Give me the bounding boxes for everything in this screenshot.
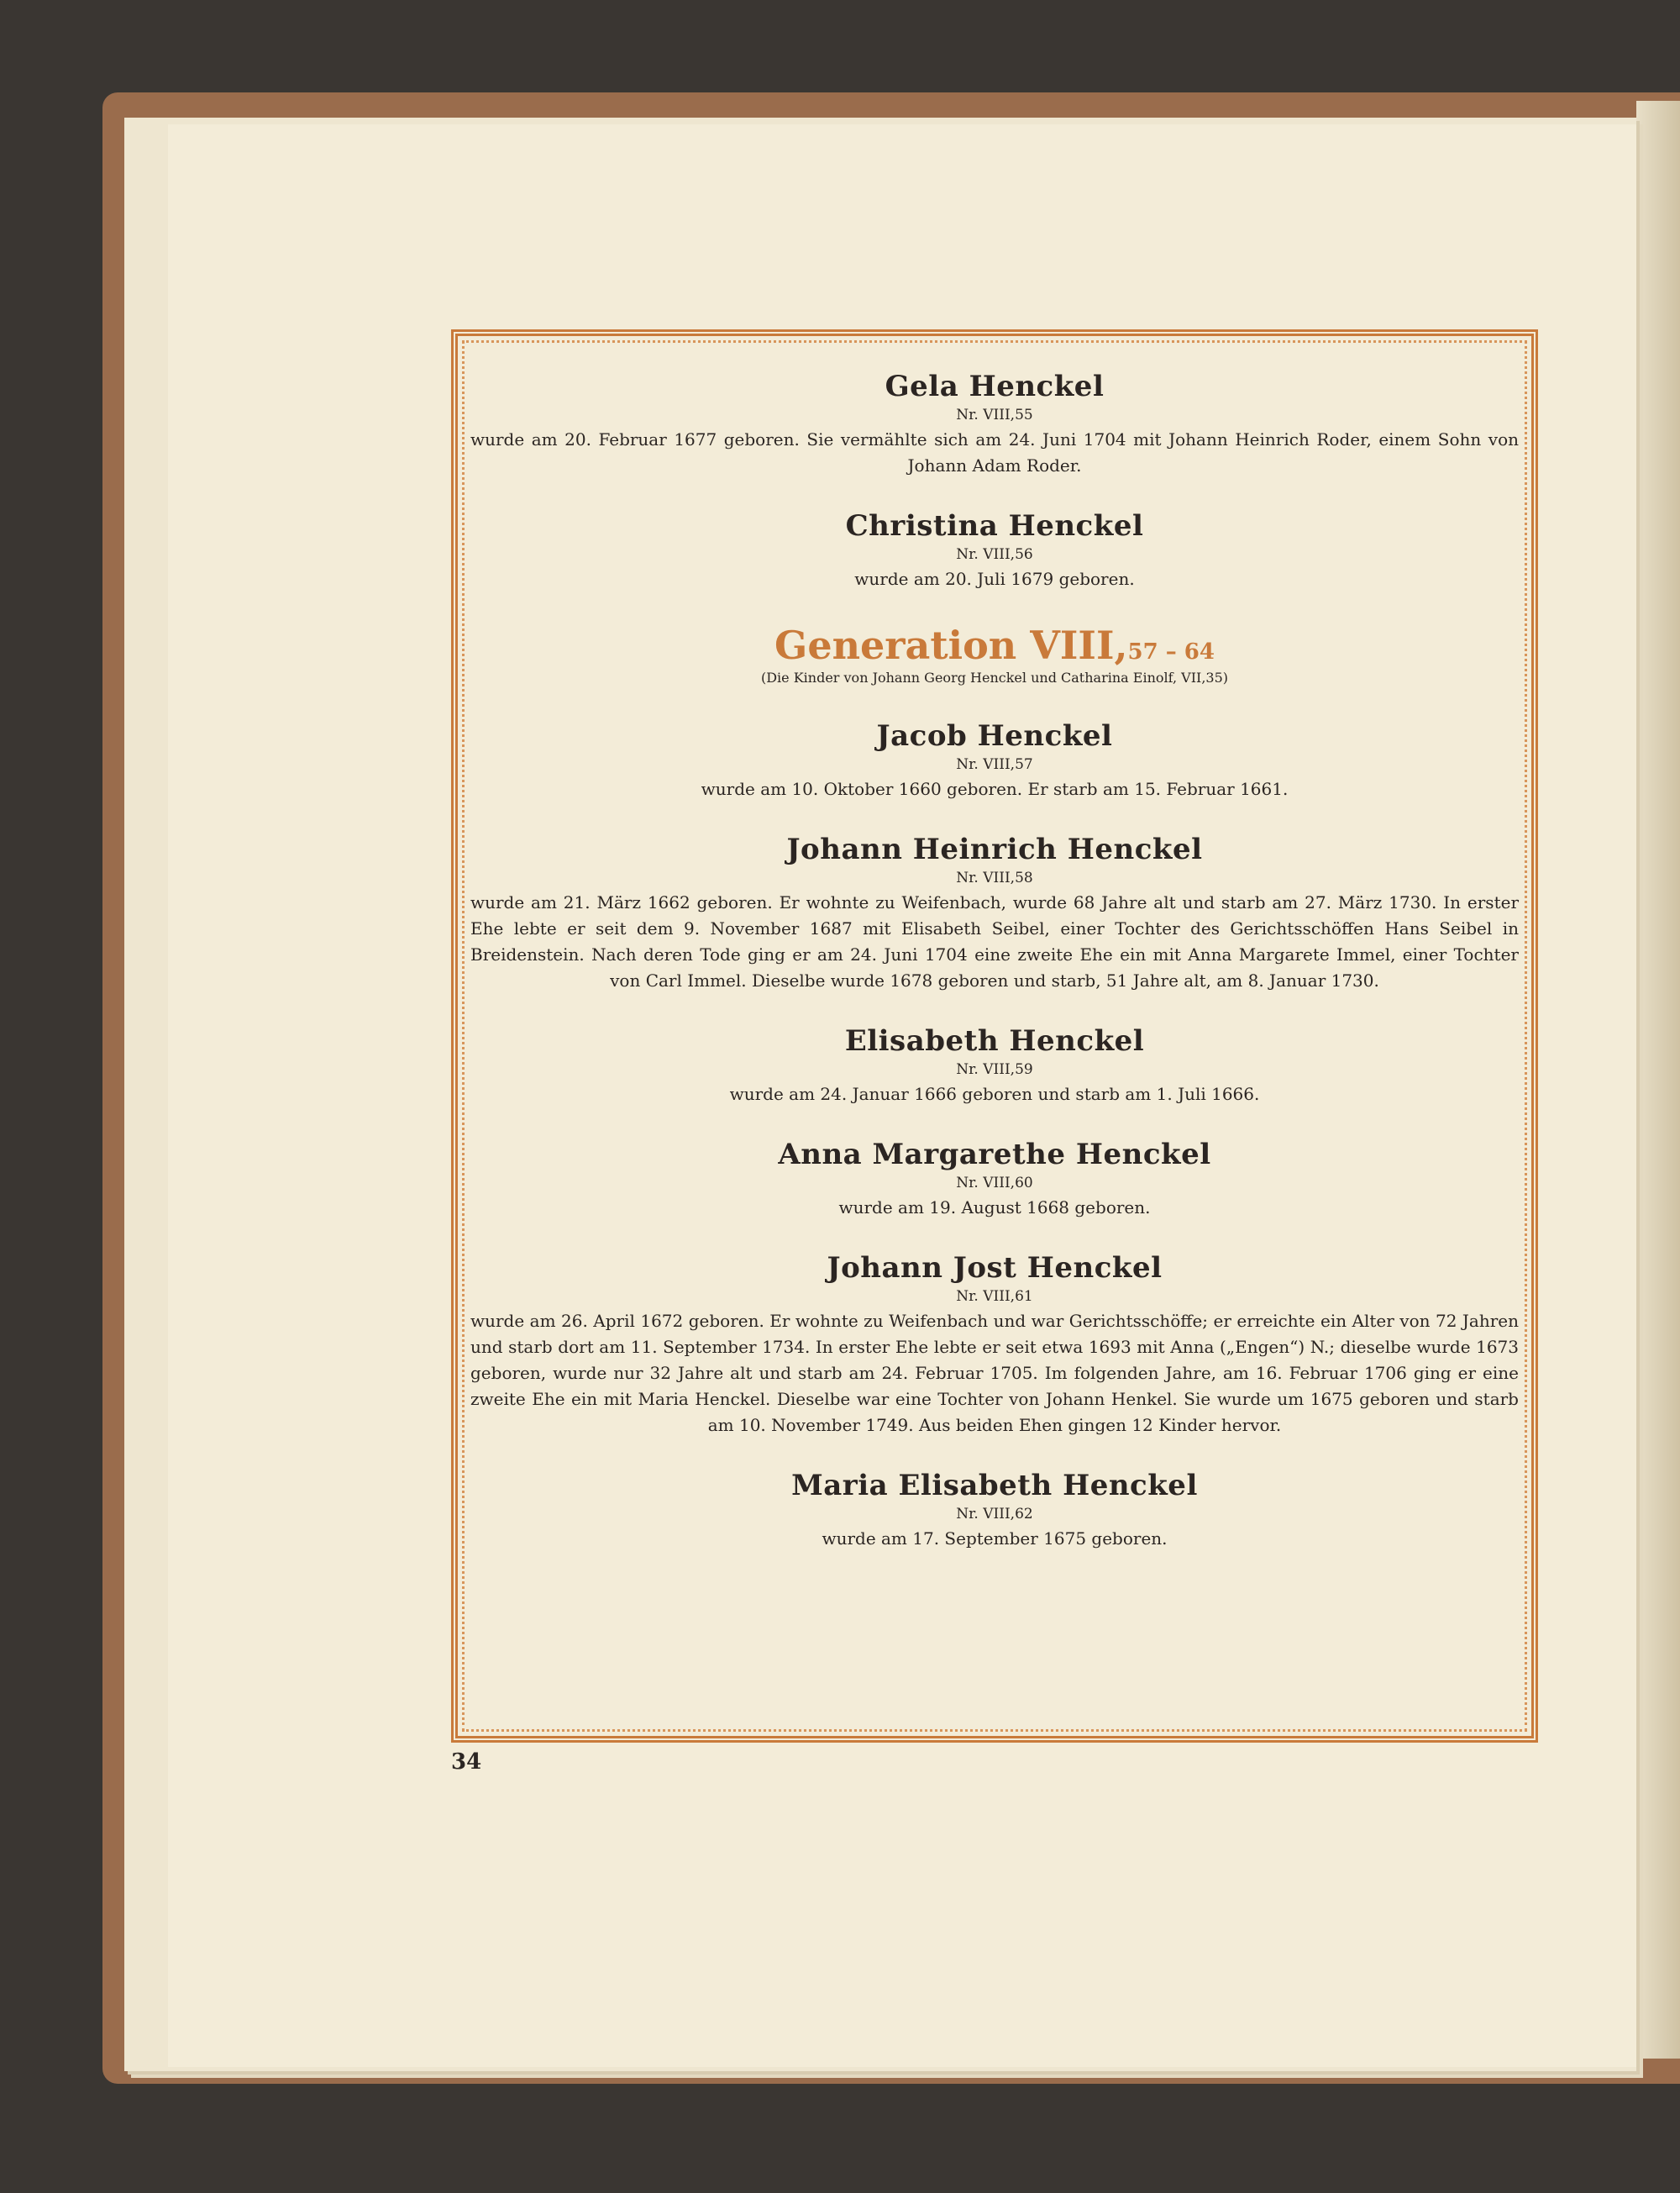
entry-text: wurde am 20. Februar 1677 geboren. Sie vermählte sich am 24. Juni 1704 mit Johann Heinrich Roder, einem Sohn von Johann Adam Roder.: [470, 429, 1519, 476]
entry-number: Nr. VIII,58: [956, 870, 1033, 886]
entry-johann-heinrich: [470, 833, 1519, 994]
generation-heading: [470, 623, 1519, 668]
entry-text: wurde am 21. März 1662 geboren. Er wohnte zu Weifenbach, wurde 68 Jahre alt und starb am 27. März 1730. In erster Ehe lebte er seit dem 9. November 1687 mit Elisabeth Seibel, einer Tochter des Gerichtsschöffen Hans Seibel in Breidenstein. Nach deren Tode ging er am 24. Juni 1704 eine zweite Ehe ein mit Anna Margarete Immel, einer Tochter von Carl Immel. Dieselbe wurde 1678 geboren und starb, 51 Jahre alt, am 8. Januar 1730.: [470, 892, 1519, 991]
generation-note: (Die Kinder von Johann Georg Henckel und Catharina Einolf, VII,35): [760, 670, 1229, 686]
entry-text: wurde am 17. September 1675 geboren.: [822, 1528, 1168, 1549]
entry-johann-jost: [470, 1251, 1519, 1438]
entry-number: Nr. VIII,60: [956, 1175, 1033, 1191]
entry-text: wurde am 10. Oktober 1660 geboren. Er starb am 15. Februar 1661.: [701, 779, 1289, 799]
page-number: 34: [451, 1749, 482, 1775]
entry-text: wurde am 24. Januar 1666 geboren und starb am 1. Juli 1666.: [729, 1084, 1260, 1104]
entry-number: Nr. VIII,57: [956, 756, 1033, 773]
entry-maria-elisabeth: [470, 1469, 1519, 1552]
generation-range: 57 – 64: [1127, 639, 1215, 665]
entry-number: Nr. VIII,61: [956, 1288, 1033, 1305]
facing-page-edge: [1636, 101, 1680, 2059]
entry-anna-margarethe: [470, 1138, 1519, 1221]
entry-name: Anna Margarethe Henckel: [778, 1138, 1211, 1171]
entry-name: Johann Jost Henckel: [827, 1251, 1163, 1285]
entry-text: wurde am 26. April 1672 geboren. Er wohnte zu Weifenbach und war Gerichtsschöffe; er erreichte ein Alter von 72 Jahren und starb dort am 11. September 1734. In erster Ehe lebte er seit etwa 1693 mit Anna („Engen“) N.; dieselbe wurde 1673 geboren, wurde nur 32 Jahre alt und starb am 24. Februar 1705. Im folgenden Jahre, am 16. Februar 1706 ging er eine zweite Ehe ein mit Maria Henckel. Dieselbe war eine Tochter von Johann Henkel. Sie wurde um 1675 geboren und starb am 10. November 1749. Aus beiden Ehen gingen 12 Kinder hervor.: [470, 1311, 1519, 1435]
entry-text: wurde am 19. August 1668 geboren.: [838, 1197, 1151, 1217]
entry-name: Christina Henckel: [845, 509, 1144, 543]
entry-number: Nr. VIII,55: [956, 407, 1033, 423]
entry-name: Maria Elisabeth Henckel: [791, 1469, 1198, 1502]
entry-jacob: [470, 719, 1519, 802]
entry-name: Johann Heinrich Henckel: [786, 833, 1203, 866]
page-content: [470, 370, 1519, 1582]
entry-name: Elisabeth Henckel: [844, 1024, 1145, 1058]
entry-name: Gela Henckel: [885, 370, 1105, 403]
entry-number: Nr. VIII,56: [956, 546, 1033, 563]
entry-christina: [470, 509, 1519, 592]
entry-text: wurde am 20. Juli 1679 geboren.: [854, 569, 1135, 589]
entry-gela: [470, 370, 1519, 479]
entry-number: Nr. VIII,59: [956, 1061, 1033, 1078]
generation-title: Generation VIII,: [774, 623, 1128, 668]
entry-number: Nr. VIII,62: [956, 1506, 1033, 1522]
entry-name: Jacob Henckel: [876, 719, 1113, 753]
entry-elisabeth: [470, 1024, 1519, 1107]
